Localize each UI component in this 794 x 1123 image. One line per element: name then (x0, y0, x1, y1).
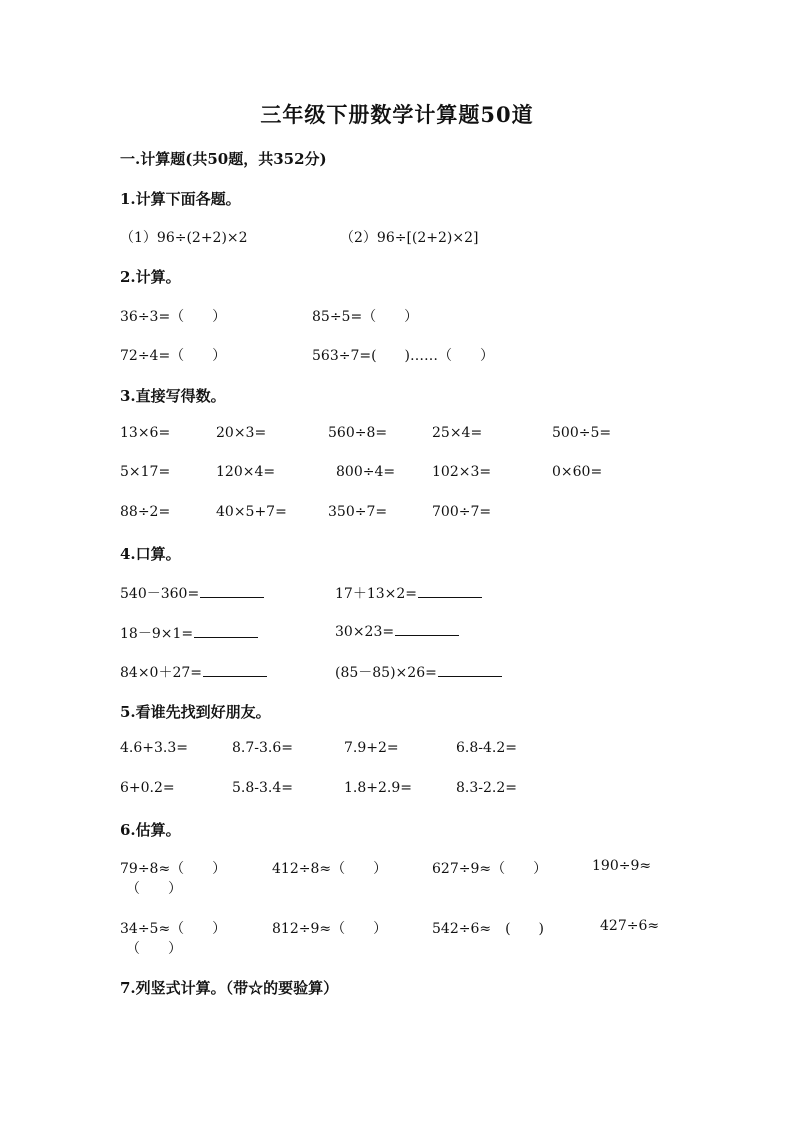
q6-item: 812÷9≈（ ） (272, 921, 388, 937)
answer-blank[interactable] (203, 664, 267, 677)
q6-item-wrap: （ ） (126, 941, 182, 957)
q3-item: 102×3= (432, 464, 492, 480)
q3-heading: 3.直接写得数。 (120, 387, 226, 405)
answer-blank[interactable] (438, 664, 502, 677)
q1-item-1: （1）96÷(2+2)×2 (120, 230, 248, 246)
page-title: 三年级下册数学计算题50道 (260, 102, 534, 127)
q5-item: 8.7-3.6= (232, 740, 293, 756)
q3-item: 560÷8= (328, 425, 388, 441)
q5-item: 1.8+2.9= (344, 780, 412, 796)
q3-item: 350÷7= (328, 504, 388, 520)
q4-heading: 4.口算。 (120, 545, 181, 563)
q6-item: 79÷8≈（ ） (120, 861, 227, 877)
answer-blank[interactable] (395, 623, 459, 636)
q6-item: 627÷9≈（ ） (432, 861, 548, 877)
q4-item: 30×23= (335, 623, 459, 640)
q5-item: 6+0.2= (120, 780, 175, 796)
q3-item: 700÷7= (432, 504, 492, 520)
q1-heading: 1.计算下面各题。 (120, 190, 241, 208)
q3-item: 800÷4= (336, 464, 396, 480)
q5-item: 7.9+2= (344, 740, 399, 756)
q6-item: 412÷8≈（ ） (272, 861, 388, 877)
q4-item: 84×0＋27= (120, 662, 267, 682)
q4-item: (85－85)×26= (335, 662, 502, 682)
q5-item: 6.8-4.2= (456, 740, 517, 756)
q2-item-1: 36÷3=（ ） (120, 309, 227, 325)
q3-item: 500÷5= (552, 425, 612, 441)
q6-item: 190÷9≈ (592, 858, 652, 874)
q2-heading: 2.计算。 (120, 268, 181, 286)
q2-item-2: 85÷5=（ ） (312, 309, 419, 325)
q3-item: 120×4= (216, 464, 276, 480)
q5-item: 4.6+3.3= (120, 740, 188, 756)
q3-item: 25×4= (432, 425, 483, 441)
section-heading: 一.计算题(共50题，共352分) (120, 150, 327, 168)
q2-item-3: 72÷4=（ ） (120, 348, 227, 364)
q5-item: 8.3-2.2= (456, 780, 517, 796)
q6-item: 34÷5≈（ ） (120, 921, 227, 937)
q4-item: 18－9×1= (120, 623, 258, 643)
q2-item-4: 563÷7=( )……（ ） (312, 348, 495, 364)
q6-item: 427÷6≈ (600, 918, 660, 934)
q6-heading: 6.估算。 (120, 821, 181, 839)
q4-item: 17＋13×2= (335, 583, 482, 603)
q3-item: 40×5+7= (216, 504, 287, 520)
answer-blank[interactable] (418, 585, 482, 598)
q3-item: 88÷2= (120, 504, 171, 520)
q6-item: 542÷6≈ ( ) (432, 921, 545, 937)
q3-item: 0×60= (552, 464, 603, 480)
q3-item: 5×17= (120, 464, 171, 480)
q4-item: 540－360= (120, 583, 264, 603)
q3-item: 20×3= (216, 425, 267, 441)
answer-blank[interactable] (194, 625, 258, 638)
answer-blank[interactable] (200, 585, 264, 598)
q7-heading: 7.列竖式计算。（带☆的要验算） (120, 979, 339, 997)
q1-item-2: （2）96÷[(2+2)×2] (340, 230, 479, 246)
q5-item: 5.8-3.4= (232, 780, 293, 796)
q5-heading: 5.看谁先找到好朋友。 (120, 703, 271, 721)
q3-item: 13×6= (120, 425, 171, 441)
q6-item-wrap: （ ） (126, 881, 182, 897)
